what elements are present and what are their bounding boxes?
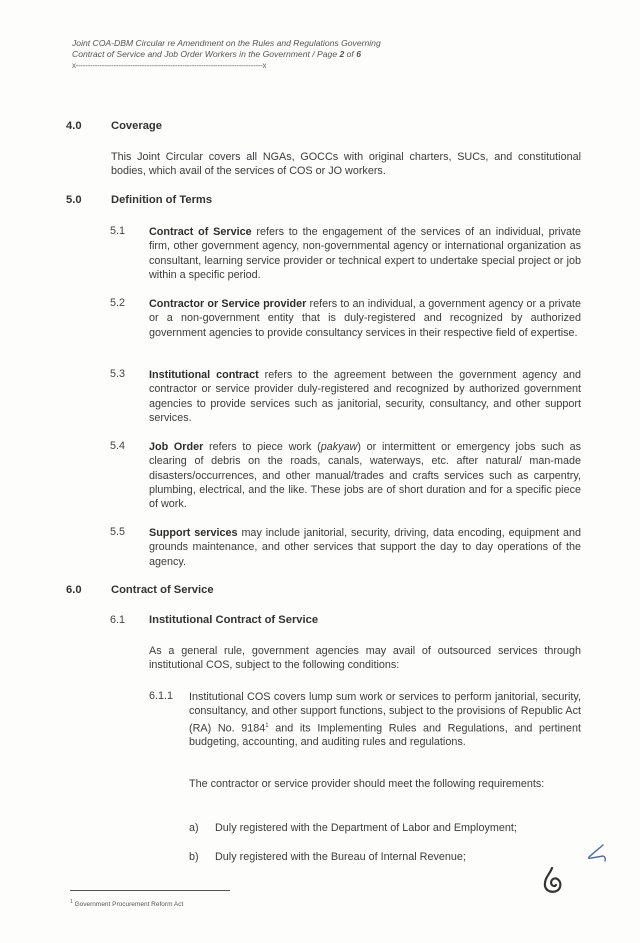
def-term: Job Order [149,441,204,453]
initial-stamp-icon [540,866,564,896]
definition-item: Contractor or Service provider refers to an individual, a government agency or a private or a non-government entity that is duly-registered and recognized by authorized government agencies to provide consultancy services in their respective field of expertise. [149,298,581,339]
requirement-label: b) [189,851,199,863]
section-6-number: 6.0 [66,584,82,596]
page-current: 2 [339,48,345,59]
section-4-title: Coverage [111,120,162,132]
header-line-1: Joint COA-DBM Circular re Amendment on the Rules and Regulations Governing [72,38,381,48]
def-term: Support services [149,527,238,539]
def-number: 5.1 [110,225,126,237]
header-separator: x-------------------------------------------------------------------------------x [72,61,267,70]
definition-item: Support services may include janitorial, security, driving, data encoding, equipment and grounds maintenance, and other services that support the day to day operations of the agency. [149,527,582,568]
section-4-number: 4.0 [66,120,82,132]
header-line-2: Contract of Service and Job Order Workers in the Government / Page 2 of 6 [72,48,361,59]
subsection-6-1-number: 6.1 [110,614,126,626]
subsection-6-1-title: Institutional Contract of Service [149,614,319,626]
definition-item: Institutional contract refers to the agreement between the government agency and contractor or service provider duly-registered and recognized by authorized government agencies to provide services such as janitorial, security, consultancy, and other support services. [149,369,582,424]
def-number: 5.4 [110,440,126,452]
requirement-item: b) Duly registered with the Bureau of Internal Revenue; [189,851,466,863]
section-4-body: This Joint Circular covers all NGAs, GOCCs with original charters, SUCs, and constitutional bodies, which avail of the services of COS or JO workers. [111,151,581,178]
footnote-divider [70,890,230,891]
item-6-1-1-text: Institutional COS covers lump sum work or services to perform janitorial, security, consultancy, and other support functions, subject to the provisions of Republic Act (RA) No. 9184$^1$ and its Implementing Rules and Regulations, and pertinent budgeting, accounting, and auditing rules and regulations. [189,691,581,749]
section-5-title: Definition of Terms [111,194,213,206]
definition-item: Job Order refers to piece work (pakyaw) or intermittent or emergency jobs such as clearing of debris on the roads, canals, waterways, etc. after natural/ man-made disasters/occurrences, and other manual/trades and crafts services such as carpentry, plumbing, electrical, and the like. These jobs are of short duration and for a specific piece of work. [149,441,581,511]
handwritten-initial-icon [585,843,609,865]
section-5-number: 5.0 [66,194,82,206]
def-term: Contract of Service [149,226,252,238]
section-6-title: Contract of Service [111,584,214,596]
item-6-1-1-number: 6.1.1 [149,690,174,702]
running-header [72,38,381,59]
requirement-label: a) [189,822,199,834]
def-number: 5.2 [110,297,126,309]
page-total: 6 [356,48,361,59]
definition-item: Contract of Service refers to the engagement of the services of an individual, private firm, other government agency, non-governmental agency or international organization as consultant, learning service provider or technical expert to undertake special project or job within a specific period. [149,226,581,281]
requirements-intro: The contractor or service provider should meet the following requirements: [189,778,545,790]
subsection-6-1-intro: As a general rule, government agencies may avail of outsourced services through institutional COS, subject to the following conditions: [149,645,581,672]
footnote: $^1$ Government Procurement Reform Act [70,899,184,909]
def-term: Institutional contract [149,369,259,381]
footnote-ref[interactable]: 1 [265,722,269,729]
def-term: Contractor or Service provider [149,298,307,310]
def-number: 5.5 [110,526,126,538]
def-number: 5.3 [110,368,126,380]
requirement-item: a) Duly registered with the Department of Labor and Employment; [189,822,517,834]
